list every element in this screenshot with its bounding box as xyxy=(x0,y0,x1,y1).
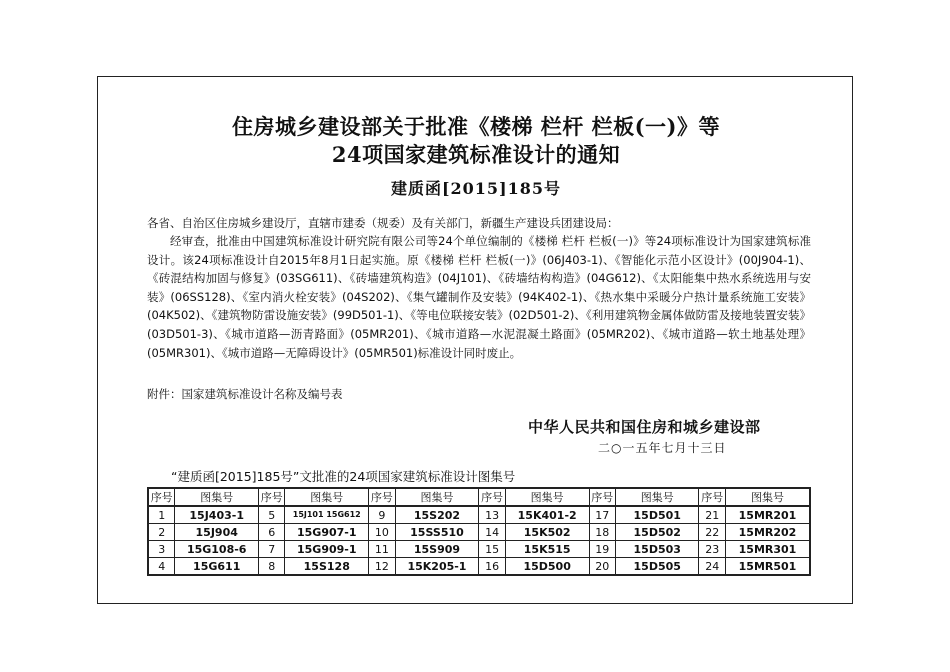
seq-cell: 22 xyxy=(699,524,726,541)
table-row xyxy=(148,506,810,524)
code-header: 图集号 xyxy=(725,488,810,506)
code-cell: 15K515 xyxy=(505,541,589,558)
seq-cell: 7 xyxy=(259,541,285,558)
seq-cell: 3 xyxy=(148,541,175,558)
code-header: 图集号 xyxy=(175,488,259,506)
seq-cell: 19 xyxy=(589,541,616,558)
document-number: 建质函[2015]185号 xyxy=(390,179,562,198)
attachment-note: 附件：国家建筑标准设计名称及编号表 xyxy=(147,387,343,401)
code-cell: 15D505 xyxy=(616,558,699,576)
table-row xyxy=(148,558,810,576)
code-cell: 15K401-2 xyxy=(505,506,589,524)
seq-cell: 20 xyxy=(589,558,616,576)
seq-header: 序号 xyxy=(369,488,396,506)
seq-cell: 14 xyxy=(479,524,506,541)
code-header: 图集号 xyxy=(505,488,589,506)
notice-title-line2: 24项国家建筑标准设计的通知 xyxy=(331,142,621,167)
code-cell: 15D502 xyxy=(616,524,699,541)
seq-cell: 15 xyxy=(479,541,506,558)
code-cell: 15D503 xyxy=(616,541,699,558)
table-row xyxy=(148,524,810,541)
code-cell: 15K502 xyxy=(505,524,589,541)
code-cell: 15J403-1 xyxy=(175,506,259,524)
code-cell: 15S128 xyxy=(285,558,369,576)
code-cell: 15K205-1 xyxy=(395,558,479,576)
atlas-number-table xyxy=(147,487,811,576)
seq-header: 序号 xyxy=(479,488,506,506)
seq-header: 序号 xyxy=(148,488,175,506)
code-cell: 15J101 15G612 xyxy=(285,506,369,524)
seq-cell: 11 xyxy=(369,541,396,558)
seq-cell: 5 xyxy=(259,506,285,524)
seq-cell: 9 xyxy=(369,506,396,524)
seq-cell: 4 xyxy=(148,558,175,576)
seq-cell: 21 xyxy=(699,506,726,524)
code-cell: 15G108-6 xyxy=(175,541,259,558)
notice-title-line1: 住房城乡建设部关于批准《楼梯 栏杆 栏板(一)》等 xyxy=(232,114,720,139)
code-cell: 15G611 xyxy=(175,558,259,576)
issue-date: 二○一五年七月十三日 xyxy=(598,441,727,455)
seq-cell: 8 xyxy=(259,558,285,576)
code-cell: 15MR201 xyxy=(725,506,810,524)
seq-cell: 23 xyxy=(699,541,726,558)
code-cell: 15G909-1 xyxy=(285,541,369,558)
code-cell: 15S909 xyxy=(395,541,479,558)
code-cell: 15MR301 xyxy=(725,541,810,558)
code-header: 图集号 xyxy=(395,488,479,506)
table-caption: “建质函[2015]185号”文批准的24项国家建筑标准设计图集号 xyxy=(171,469,516,484)
seq-header: 序号 xyxy=(699,488,726,506)
seq-cell: 18 xyxy=(589,524,616,541)
code-cell: 15MR501 xyxy=(725,558,810,576)
notice-frame xyxy=(97,76,853,604)
code-cell: 15D501 xyxy=(616,506,699,524)
table-row xyxy=(148,541,810,558)
seq-cell: 13 xyxy=(479,506,506,524)
code-header: 图集号 xyxy=(616,488,699,506)
code-cell: 15G907-1 xyxy=(285,524,369,541)
seq-cell: 16 xyxy=(479,558,506,576)
seq-cell: 2 xyxy=(148,524,175,541)
salutation: 各省、自治区住房城乡建设厅，直辖市建委（规委）及有关部门，新疆生产建设兵团建设局： xyxy=(147,216,619,230)
seq-cell: 6 xyxy=(259,524,285,541)
seq-header: 序号 xyxy=(259,488,285,506)
notice-body: 经审查，批准由中国建筑标准设计研究院有限公司等24个单位编制的《楼梯 栏杆 栏板(一)》等24项标准设计为国家建筑标准设计。该24项标准设计自2015年8月1日起实施。原《楼梯 栏杆 栏板(一)》(06J403-1)、《智能化示范小区设计》(00J904-1)、《砖混结构加固与修复》(03SG611)、《砖墙建筑构造》(04J101)、《砖墙结构构造》(04G612)、《太阳能集中热水系统选用与安装》(06SS128)、《室内消火栓安装》(04S202)、《集气罐制作及安装》(94K402-1)、《热水集中采暖分户热计量系统施工安装》(04K502)、《建筑物防雷设施安装》(99D501-1)、《等电位联接安装》(02D501-2)、《利用建筑物金属体做防雷及接地装置安装》(03D501-3)、《城市道路—沥青路面》(05MR201)、《城市道路—水泥混凝土路面》(05MR202)、《城市道路—软土地基处理》(05MR301)、《城市道路—无障碍设计》(05MR501)标准设计同时废止。 xyxy=(147,234,811,360)
seq-header: 序号 xyxy=(589,488,616,506)
code-cell: 15MR202 xyxy=(725,524,810,541)
table-header-row xyxy=(148,488,810,506)
code-cell: 15D500 xyxy=(505,558,589,576)
code-cell: 15SS510 xyxy=(395,524,479,541)
seq-cell: 1 xyxy=(148,506,175,524)
issuing-authority: 中华人民共和国住房和城乡建设部 xyxy=(528,418,761,436)
code-header: 图集号 xyxy=(285,488,369,506)
seq-cell: 24 xyxy=(699,558,726,576)
code-cell: 15S202 xyxy=(395,506,479,524)
code-cell: 15J904 xyxy=(175,524,259,541)
seq-cell: 17 xyxy=(589,506,616,524)
seq-cell: 10 xyxy=(369,524,396,541)
seq-cell: 12 xyxy=(369,558,396,576)
